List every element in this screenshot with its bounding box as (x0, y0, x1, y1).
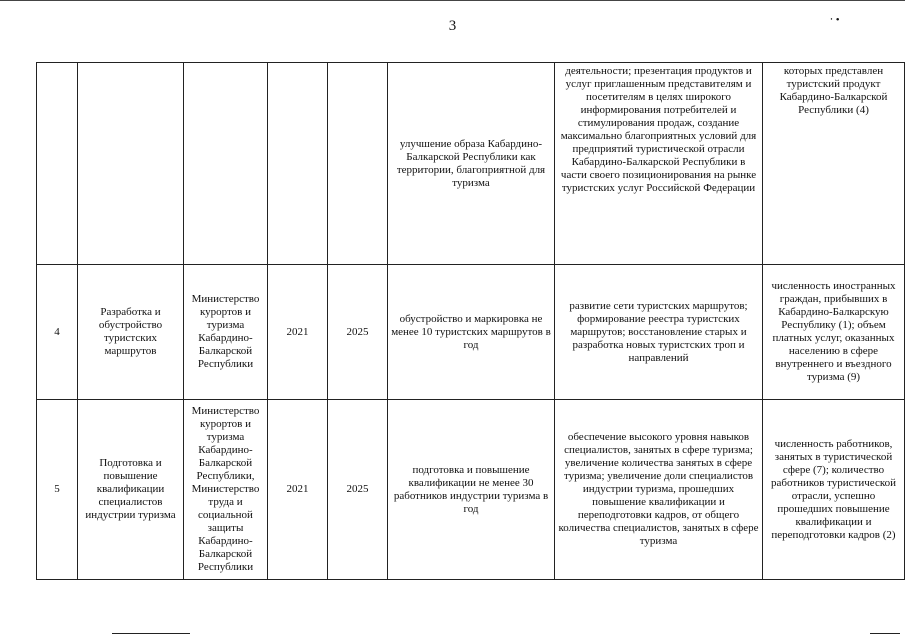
indicators: численность иностранных граждан, прибывших в Кабардино-Балкарскую Республику (1); объем платных услуг, оказанных населению в сфере внутреннего и въездного туризма (9) (763, 265, 905, 400)
activity-name: Подготовка и повышение квалификации специалистов индустрии туризма (78, 400, 184, 580)
executor: Министерство курортов и туризма Кабардино-Балкарской Республики (184, 265, 268, 400)
activity-name (78, 63, 184, 265)
tasks: обеспечение высокого уровня навыков специалистов, занятых в сфере туризма; увеличение количества занятых в сфере туризма; увеличение доли специалистов индустрии туризма, прошедших повышение квалификации и переподготовки кадров, от общего количества специалистов, занятых в сфере туризма (555, 400, 763, 580)
indicators: численность работников, занятых в туристической сфере (7); количество работников туристической отрасли, успешно прошедших повышение квалификации и переподготовки кадров (2) (763, 400, 905, 580)
row-number (37, 63, 78, 265)
activity-name: Разработка и обустройство туристских маршрутов (78, 265, 184, 400)
row-number: 5 (37, 400, 78, 580)
expected-result: подготовка и повышение квалификации не менее 30 работников индустрии туризма в год (388, 400, 555, 580)
table-row (37, 63, 905, 265)
program-table (36, 62, 905, 580)
expected-result: обустройство и маркировка не менее 10 туристских маршрутов в год (388, 265, 555, 400)
scan-bottom-line-right (870, 633, 900, 634)
scan-edge-line (0, 0, 905, 1)
indicators: которых представлен туристский продукт Кабардино-Балкарской Республики (4) (763, 63, 905, 265)
executor: Министерство курортов и туризма Кабардино-Балкарской Республики, Министерство труда и социальной защиты Кабардино-Балкарской Республики (184, 400, 268, 580)
tasks: деятельности; презентация продуктов и услуг приглашенным представителям и посетителям в целях широкого информирования потребителей и стимулирования продаж, создание максимально благоприятных условий для предприятий туристической отрасли Кабардино-Балкарской Республики в части своего позиционирования на рынке туристских услуг Российской Федерации (555, 63, 763, 265)
start-year (268, 63, 328, 265)
page-number: 3 (448, 18, 457, 34)
end-year: 2025 (328, 400, 388, 580)
table-row (37, 265, 905, 400)
start-year: 2021 (268, 400, 328, 580)
scan-bottom-line-left (112, 633, 190, 634)
end-year (328, 63, 388, 265)
end-year: 2025 (328, 265, 388, 400)
corner-marks: ⸱ • (830, 14, 840, 26)
start-year: 2021 (268, 265, 328, 400)
expected-result: улучшение образа Кабардино-Балкарской Республики как территории, благоприятной для туризма (388, 63, 555, 265)
row-number: 4 (37, 265, 78, 400)
executor (184, 63, 268, 265)
tasks: развитие сети туристских маршрутов; формирование реестра туристских маршрутов; восстановление старых и разработка новых туристских троп и направлений (555, 265, 763, 400)
table-row (37, 400, 905, 580)
